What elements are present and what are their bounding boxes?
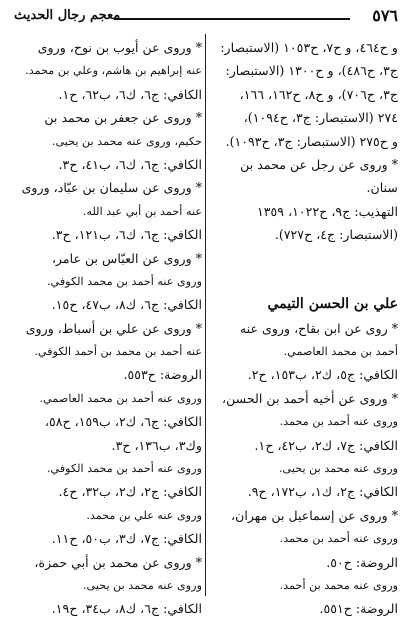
text-line: (الاستبصار: ج٤، ح٧٢٧). [274,227,398,243]
text-line: الروضة: ح٥٥١. [319,601,398,617]
text-line: الكافي: ج٦، ك٢، ب١٥٩، ح٥٨، [44,414,202,430]
text-line: وروى عنه محمد بن أحمد. [279,578,398,592]
text-line: ٢٧٤ (الاستبصار: ج٣، ح١٠٩٤)، [243,110,398,126]
header-rule [114,18,350,20]
text-line: * وروى عن سليمان بن عبّاد، وروى [21,180,202,196]
text-line: * وروى عن علي بن أسباط، وروى [25,320,202,336]
page-header [14,6,398,28]
running-title: معجم رجال الحديث [14,8,121,23]
text-line: وروى عنه علي بن محمد. [86,508,202,522]
text-line: عنه أحمد بن محمد بن أحمد الكوفي. [34,345,202,359]
text-line: وك٣، ب١٣٦، ح٣. [111,437,202,453]
text-line: وروى عنه أحمد بن محمد الكوفي. [46,274,202,288]
text-line: سنان. [366,180,398,196]
text-line: ج٣، ح٤٨٦)، و ح١٣٠٠ (الاستبصار: [225,63,398,79]
text-line: * وروى عن أيوب بن نوح، وروى [37,40,202,55]
text-line: الكافي: ج٦، ك٦، ب٦٢، ح١. [58,86,202,102]
text-line: الكافي: ج٧، ك٣، ب٥٠، ح١١. [51,531,202,547]
text-line: الكافي: ج٢، ك٢، ب٣٢، ح٤. [58,484,202,500]
text-line: الكافي: ج٦، ك٨، ب٤٧، ح١٥. [51,297,202,313]
text-line: * وروى عن رجل عن محمد بن [240,156,398,172]
text-line: وروى عنه محمد بن يحيى. [82,578,202,592]
right-column [216,36,398,621]
blank-line [216,247,398,270]
text-line: * وروى عن أخيه أحمد بن الحسن، [222,390,398,406]
text-line: أحمد بن محمد العاصمي. [283,345,398,359]
text-line: * روى عن ابن بقاح، وروى عنه [239,320,398,336]
text-line: الكافي: ج٥، ك٢، ب١٥٣، ح٢. [247,367,398,383]
text-line: الكافي: ج٦، ك٨، ب٣٤، ح١٩. [51,601,202,617]
text-line: حكيم، وروى عنه محمد بن يحيى. [51,134,202,148]
text-line: وروى عنه أحمد بن محمد. [279,415,398,429]
entry-heading: علي بن الحسن التيمي [267,296,398,313]
left-column [20,36,202,621]
text-line: الكافي: ج٢، ك١، ب١٧٢، ح٩. [247,484,398,500]
column-divider [205,34,206,596]
text-line: و ح٤٦٤، و ح٧، ح١٠٥٣ (الاستبصار: [220,40,398,55]
text-line: وروى عنه أحمد بن محمد العاصمي. [39,391,202,405]
text-line: الروضة: ح٥٥٣. [123,367,202,383]
text-line: التهذيب: ج٩، ح١٠٢٢، ١٣٥٩ [257,203,398,219]
text-line: وروى عنه أحمد بن محمد. [279,532,398,546]
blank-line [216,270,398,293]
text-line: ج٣، ح٧٠٦)، و ح٨، ح١٦٢، ١٦٦، [239,86,398,102]
text-line: * وروى عن جعفر بن محمد بن [44,110,202,126]
text-line: الكافي: ج٦، ك٦، ب٤١، ح٣. [58,156,202,172]
page-number: ٥٧٦ [372,6,398,25]
text-line: عنه إبراهيم بن هاشم، وعلي بن محمد. [25,64,202,78]
text-line: * وروى عن إسماعيل بن مهران، [231,507,398,523]
text-line: و ح٢٧٥ (الاستبصار: ج٣، ح١٠٩٣). [225,133,398,149]
text-line: وروى عنه أحمد بن محمد الكوفي. [46,462,202,476]
text-line: وروى عنه محمد بن يحيى. [278,462,398,476]
text-line: الكافي: ج٧، ك٢، ب٤٢، ح١. [254,437,398,453]
text-line: * وروى عن محمد بن أبي حمزة، [34,554,202,570]
text-line: عنه أحمد بن أبي عبد الله. [82,204,202,218]
text-line: * وروى عن العبّاس بن عامر، [51,250,202,266]
text-line: الروضة: ح٥٠. [326,554,398,570]
text-line: الكافي: ج٦، ك٦، ب١٢١، ح٣. [51,227,202,243]
